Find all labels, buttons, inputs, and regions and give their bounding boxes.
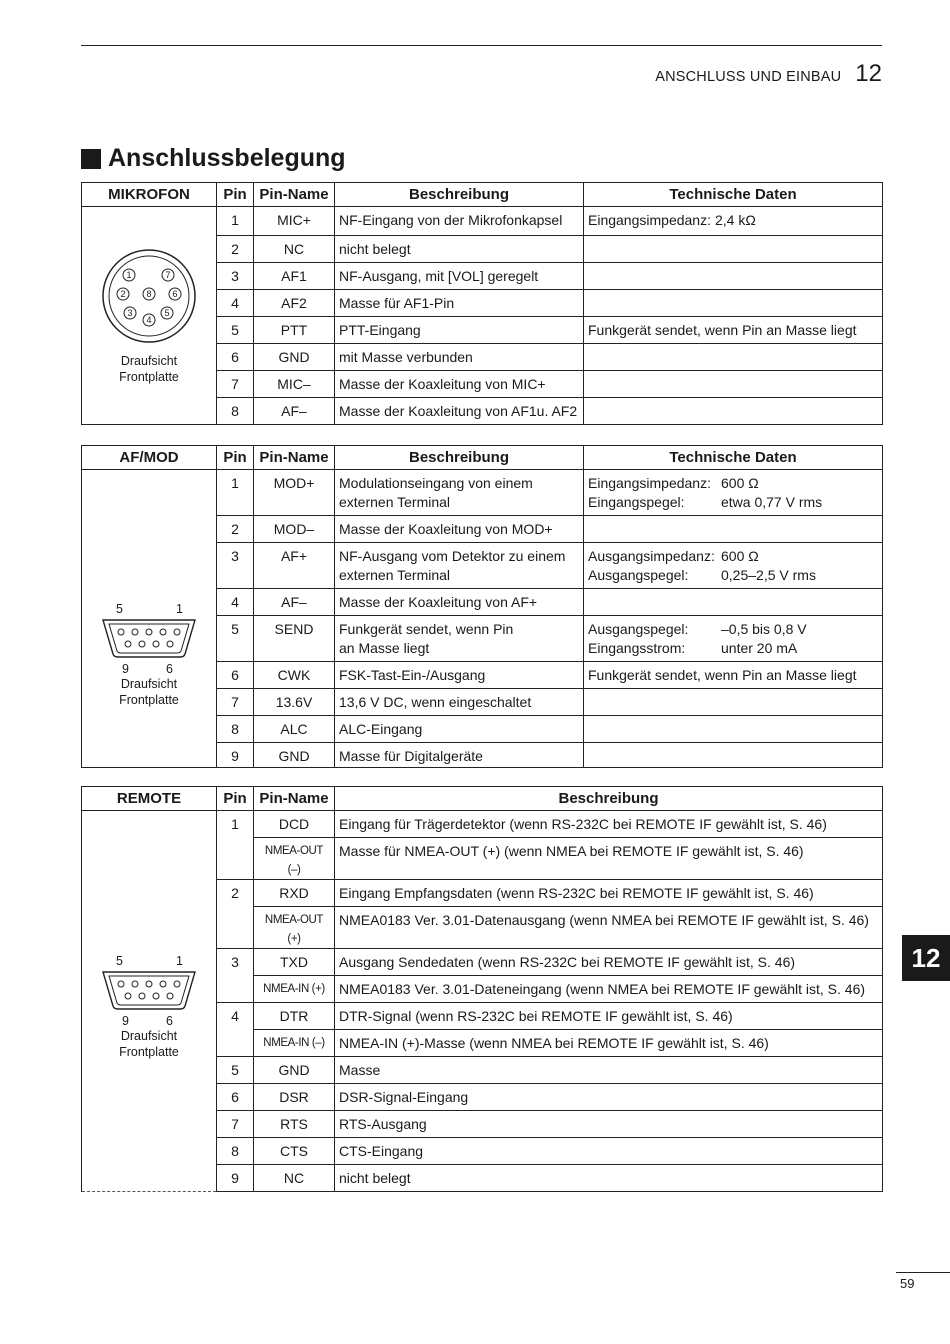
pin-number: 5 [217,1057,254,1084]
pin-number: 2 [217,880,254,949]
page-number-rule [896,1272,950,1273]
pin-description: DTR-Signal (wenn RS-232C bei REMOTE IF gewählt ist, S. 46) [335,1003,883,1030]
remote-table [81,786,883,1192]
pin-description: Funkgerät sendet, wenn Pin an Masse liegt [335,616,584,662]
pin-name: AF+ [254,543,335,589]
pin-name: CTS [254,1138,335,1165]
pin-description: ALC-Eingang [335,716,584,743]
pin-description: FSK-Tast-Ein-/Ausgang [335,662,584,689]
pin-description: NMEA-IN (+)-Masse (wenn NMEA bei REMOTE IF gewählt ist, S. 46) [335,1030,883,1057]
pin-tech-data: Ausgangspegel: –0,5 bis 0,8 V Eingangsstrom: unter 20 mA [584,616,883,662]
pin-number: 7 [217,689,254,716]
pin-number: 9 [217,743,254,768]
pin-name: DSR [254,1084,335,1111]
square-bullet-icon [81,149,101,169]
tech-key: Eingangsimpedanz: [588,212,711,228]
chapter-title: ANSCHLUSS UND EINBAU [655,69,842,85]
pin-name: NC [254,236,335,263]
pin-description: Masse der Koaxleitung von MOD+ [335,516,584,543]
pin-number: 1 [217,811,254,880]
pin-number: 3 [217,543,254,589]
pin-number: 6 [217,344,254,371]
connector-caption: Draufsicht [120,353,178,368]
pin-number: 8 [217,716,254,743]
pin-name: NMEA-OUT (–) [254,838,335,880]
pin-name: DTR [254,1003,335,1030]
pin-label: 7 [165,269,171,280]
pin-name: NMEA-IN (–) [254,1030,335,1057]
pin-description: Masse für NMEA-OUT (+) (wenn NMEA bei REMOTE IF gewählt ist, S. 46) [335,838,883,880]
pin-name: 13.6V [254,689,335,716]
pin-name: MIC+ [254,207,335,236]
pin-name: NMEA-IN (+) [254,976,335,1003]
dsub-label: 6 [166,661,173,676]
section-title [81,144,346,173]
pin-description: mit Masse verbunden [335,344,584,371]
pin-description: nicht belegt [335,236,584,263]
pin-number: 2 [217,236,254,263]
col-header: Beschreibung [335,446,584,470]
pin-number: 4 [217,290,254,317]
connector-caption: Frontplatte [119,1045,179,1059]
pin-description: RTS-Ausgang [335,1111,883,1138]
pin-description: Modulationseingang von einem externen Terminal [335,470,584,516]
pin-name: AF– [254,398,335,425]
pin-description: Masse der Koaxleitung von AF1u. AF2 [335,398,584,425]
section-title-text: Anschlussbelegung [108,144,346,172]
pin-label: 4 [146,314,152,325]
pin-name: MOD+ [254,470,335,516]
pin-name: AF– [254,589,335,616]
pin-description: NMEA0183 Ver. 3.01-Dateneingang (wenn NMEA bei REMOTE IF gewählt ist, S. 46) [335,976,883,1003]
pin-description: PTT-Eingang [335,317,584,344]
pin-tech-data [584,743,883,768]
col-header: Pin [217,183,254,207]
col-header: Technische Daten [584,183,883,207]
dsub-label: 9 [122,1014,129,1028]
col-header: Pin-Name [254,446,335,470]
pin-description: nicht belegt [335,1165,883,1192]
pin-tech-data [584,716,883,743]
pin-number: 6 [217,662,254,689]
pin-tech-data [584,344,883,371]
pin-description: Eingang Empfangsdaten (wenn RS-232C bei REMOTE IF gewählt ist, S. 46) [335,880,883,907]
pin-number: 5 [217,317,254,344]
pin-description: Masse der Koaxleitung von AF+ [335,589,584,616]
top-rule [81,45,882,46]
pin-number: 4 [217,1003,254,1057]
pin-tech-data [584,589,883,616]
dsub9-connector-icon [100,616,198,660]
pin-description: Masse der Koaxleitung von MIC+ [335,371,584,398]
dsub-label: 5 [116,601,123,616]
pin-description: NF-Ausgang, mit [VOL] geregelt [335,263,584,290]
pin-name: PTT [254,317,335,344]
pin-name: DCD [254,811,335,838]
dsub-label: 6 [166,1014,173,1028]
pin-name: GND [254,743,335,768]
pin-number: 7 [217,371,254,398]
pin-description: Masse für AF1-Pin [335,290,584,317]
pin-label: 6 [172,288,178,299]
afmod-table [81,445,883,768]
pin-number: 2 [217,516,254,543]
pin-number: 8 [217,398,254,425]
pin-number: 9 [217,1165,254,1192]
pin-description: Masse [335,1057,883,1084]
pin-name: AF2 [254,290,335,317]
pin-number: 5 [217,616,254,662]
pin-description: CTS-Eingang [335,1138,883,1165]
dsub-label: 5 [116,954,123,968]
mikrofon-table [81,182,883,425]
page-number: 59 [900,1276,915,1291]
col-header: REMOTE [82,787,217,811]
pin-tech-data [584,689,883,716]
pin-label: 8 [146,288,152,299]
pin-name: ALC [254,716,335,743]
pin-tech-data [584,516,883,543]
pin-description: Masse für Digitalgeräte [335,743,584,768]
pin-name: RXD [254,880,335,907]
pin-label: 3 [127,307,133,318]
pin-name: AF1 [254,263,335,290]
pin-tech-data: Funkgerät sendet, wenn Pin an Masse liegt [584,662,883,689]
pin-tech-data [584,236,883,263]
col-header: Technische Daten [584,446,883,470]
col-header: Beschreibung [335,183,584,207]
pin-label: 1 [126,269,132,280]
pin-number: 8 [217,1138,254,1165]
pin-tech-data: Eingangsimpedanz: 600 Ω Eingangspegel: etwa 0,77 V rms [584,470,883,516]
pin-number: 4 [217,589,254,616]
pin-name: MIC– [254,371,335,398]
chapter-header [655,60,882,88]
pin-tech-data [584,398,883,425]
pin-tech-data [584,290,883,317]
pin-description: NF-Eingang von der Mikrofonkapsel [335,207,584,236]
din8-connector-icon [100,247,198,345]
dsub-label: 9 [122,661,129,676]
tech-value: 2,4 kΩ [714,212,756,228]
col-header: Beschreibung [335,787,883,811]
pin-name: CWK [254,662,335,689]
col-header: Pin-Name [254,787,335,811]
pin-tech-data [584,371,883,398]
pin-name: NC [254,1165,335,1192]
col-header: Pin [217,446,254,470]
connector-caption: Draufsicht [120,676,178,691]
remote-connector-cell [82,811,217,1192]
dsub-label: 1 [176,601,183,616]
pin-description: Eingang für Trägerdetektor (wenn RS-232C bei REMOTE IF gewählt ist, S. 46) [335,811,883,838]
col-header: Pin-Name [254,183,335,207]
pin-name: RTS [254,1111,335,1138]
pin-number: 1 [217,207,254,236]
col-header: Pin [217,787,254,811]
mic-connector-cell [82,207,217,425]
pin-name: GND [254,344,335,371]
pin-number: 7 [217,1111,254,1138]
connector-caption: Frontplatte [119,369,179,384]
pin-description: NF-Ausgang vom Detektor zu einem externen Terminal [335,543,584,589]
pin-tech-data: Funkgerät sendet, wenn Pin an Masse liegt [584,317,883,344]
connector-caption: Draufsicht [120,1029,178,1043]
pin-number: 1 [217,470,254,516]
pin-description: NMEA0183 Ver. 3.01-Datenausgang (wenn NMEA bei REMOTE IF gewählt ist, S. 46) [335,907,883,949]
pin-name: MOD– [254,516,335,543]
pin-name: SEND [254,616,335,662]
col-header: AF/MOD [82,446,217,470]
pin-number: 3 [217,263,254,290]
dsub-label: 1 [176,954,183,968]
pin-description: 13,6 V DC, wenn eingeschaltet [335,689,584,716]
connector-caption: Frontplatte [119,692,179,707]
chapter-side-tab: 12 [902,935,950,981]
pin-tech-data [584,207,883,236]
pin-label: 2 [120,288,126,299]
afmod-connector-cell [82,470,217,768]
pin-number: 3 [217,949,254,1003]
dsub9-connector-icon [100,968,198,1012]
pin-name: TXD [254,949,335,976]
pin-name: NMEA-OUT (+) [254,907,335,949]
pin-name: GND [254,1057,335,1084]
pin-description: DSR-Signal-Eingang [335,1084,883,1111]
pin-description: Ausgang Sendedaten (wenn RS-232C bei REMOTE IF gewählt ist, S. 46) [335,949,883,976]
chapter-number: 12 [855,60,882,87]
pin-tech-data: Ausgangsimpedanz: 600 Ω Ausgangspegel: 0,25–2,5 V rms [584,543,883,589]
pin-number: 6 [217,1084,254,1111]
pin-label: 5 [164,307,170,318]
col-header: MIKROFON [82,183,217,207]
pin-tech-data [584,263,883,290]
